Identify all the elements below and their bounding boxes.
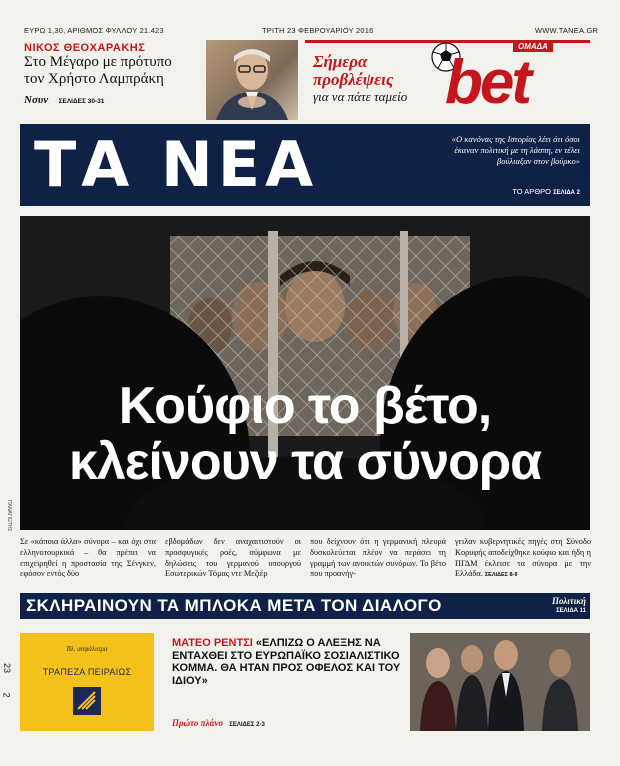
renzi-quote: «ΕΛΠΙΖΩ Ο ΑΛΕΞΗΣ ΝΑ ΕΝΤΑΧΘΕΙ ΣΤΟ ΕΥΡΩΠΑΪΚΟ ΣΟΣΙΑΛΙΣΤΙΚΟ ΚΟΜΜΑ. ΘΑ ΗΤΑΝ ΠΡΟΣ ΟΦΕΛΟΣ ΚΑΙ ΤΟΥ ΙΔΙΟΥ» [172, 637, 401, 687]
omada-label: ΟΜΑΔΑ [513, 41, 553, 52]
quote-ref-page: ΣΕΛΙΔΑ 2 [553, 190, 580, 196]
article-col-3: που δείχνουν ότι η γερμανική πλευρά δυσκολεύεται πλέον να περάσει τη γραμμή των ανοικτών συνόρων. Το βέτο που προανήγ- [310, 537, 446, 579]
article-col-1: Σε «κάποια άλλα» σύνορα – και όχι στα ελληνοτουρκικά – θα πρέπει να επιχειρηθεί η προστασία της Σένγκεν, εφόσον εντός δύο [20, 537, 156, 579]
piraeus-bank-ad[interactable] [20, 633, 154, 731]
margin-num-1: 23 [2, 662, 13, 674]
headline-line-2: κλείνουν τα σύνορα [68, 433, 542, 491]
promo-bet[interactable] [305, 40, 590, 121]
bet-line-2: προβλέψεις [313, 70, 394, 89]
ad-bank-name: ΤΡΑΠΕΖΑ ΠΕΙΡΑΙΩΣ [42, 667, 132, 677]
promo-line-2: τον Χρήστο Λαμπράκη [24, 71, 164, 87]
article-col-4-text: γειλαν κυβερνητικές πηγές στη Σύνοδο Κορυφής αποδείχθηκε κούφιο και ήδη η ΠΓΔΜ έκλεισε τα σύνορα με την Ελλάδα. [455, 537, 591, 579]
quote-ref-label: ΤΟ ΑΡΘΡΟ [512, 187, 551, 196]
article-pages: ΣΕΛΙΔΕΣ 8-9 [484, 572, 518, 579]
promo-source: Νσυν [24, 94, 49, 106]
bet-line-3: για να πάτε ταμείο [313, 89, 408, 104]
margin-num-2: 2 [1, 692, 12, 698]
website-link[interactable]: WWW.TANEA.GR [535, 26, 599, 35]
renzi-photo [410, 633, 590, 731]
promo-theocharakis[interactable] [24, 42, 204, 120]
promo-line-1: Στο Μέγαρο με πρότυπο [24, 54, 172, 70]
issue-date: ΤΡΙΤΗ 23 ΦΕΒΡΟΥΑΡΙΟΥ 2016 [262, 26, 374, 35]
bottom-pages: ΣΕΛΙΔΕΣ 2-3 [229, 722, 265, 728]
article-col-4 [455, 537, 591, 581]
bottom-source-name: Πρώτο πλάνο [172, 718, 224, 728]
photo-credit: ΠΑΝΑΓΙΩΤΗΣ [6, 500, 12, 532]
bottom-source [172, 718, 265, 728]
main-headline[interactable] [20, 378, 590, 490]
masthead-quote-ref[interactable] [430, 187, 580, 196]
promo-name: ΝΙΚΟΣ ΘΕΟΧΑΡΑΚΗΣ [24, 42, 146, 54]
banner-page: ΣΕΛΙΔΑ 11 [556, 608, 586, 614]
bet-logo: bet [445, 48, 529, 117]
masthead-quote: «Ο κανόνας της Ιστορίας λέει ότι όσοι έκαναν πολιτική με τη λάσπη, εν τέλει βούλιαξαν στον βούρκο» [451, 134, 580, 166]
bank-logo-icon [73, 687, 101, 720]
article-col-2: εβδομάδων δεν αναχαιτιστούν οι προσφυγικές ροές, σύμφωνα με δηλώσεις του γερμανού υπουργού Εσωτερικών Τόμας ντε Μεζιέρ [165, 537, 301, 579]
banner-section [508, 596, 586, 616]
renzi-name: ΜΑΤΕΟ ΡΕΝΤΣΙ [172, 637, 253, 649]
ad-tagline: Βλ. ασφάλισμα [66, 645, 108, 653]
bet-line-1: Σήμερα [313, 52, 368, 71]
renzi-story[interactable] [172, 637, 407, 687]
promo-pages: ΣΕΛΙΔΕΣ 30-31 [58, 98, 105, 105]
portrait-photo [206, 40, 298, 120]
banner-headline: ΣΚΛΗΡΑΙΝΟΥΝ ΤΑ ΜΠΛΟΚΑ ΜΕΤΑ ΤΟΝ ΔΙΑΛΟΓΟ [26, 596, 442, 615]
banner-section-name: Πολιτική [551, 596, 586, 606]
newspaper-title: ΤΑ ΝΕΑ [34, 128, 319, 201]
price-issue: ΕΥΡΩ 1,30, ΑΡΙΘΜΟΣ ΦΥΛΛΟΥ 21.423 [24, 26, 164, 35]
headline-line-1: Κούφιο το βέτο, [118, 377, 492, 435]
